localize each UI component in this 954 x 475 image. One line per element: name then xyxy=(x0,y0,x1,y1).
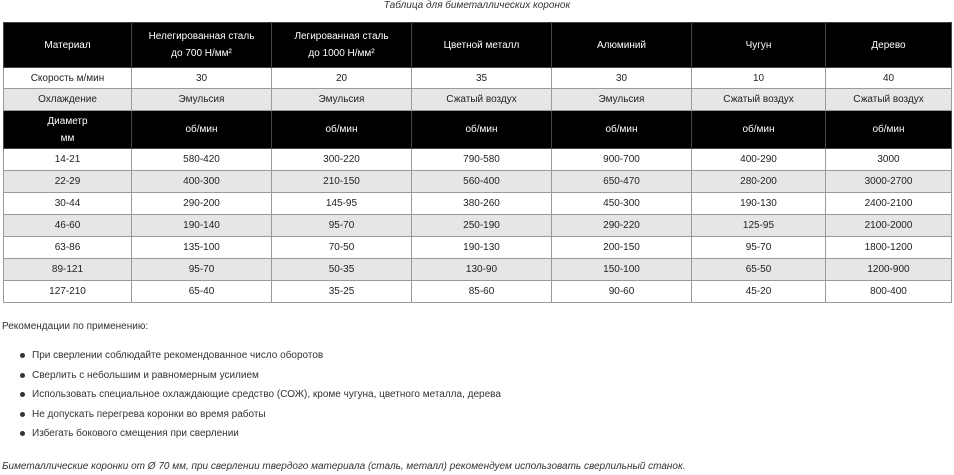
header-row-units xyxy=(4,111,952,149)
table-cell: 190-130 xyxy=(692,193,826,215)
table-cell: 30 xyxy=(132,68,272,89)
table-cell: 210-150 xyxy=(272,171,412,193)
header-cell: об/мин xyxy=(412,111,552,149)
table-cell: 10 xyxy=(692,68,826,89)
header-cell: Нелегированная сталь до 700 Н/мм² xyxy=(132,23,272,68)
header-cell: об/мин xyxy=(692,111,826,149)
cooling-row xyxy=(4,89,952,111)
table-cell: 65-50 xyxy=(692,259,826,281)
table-cell: Эмульсия xyxy=(132,89,272,111)
header-cell: Чугун xyxy=(692,23,826,68)
table-cell: 65-40 xyxy=(132,281,272,303)
table-cell: 90-60 xyxy=(552,281,692,303)
table-cell: 290-220 xyxy=(552,215,692,237)
table-cell: 95-70 xyxy=(692,237,826,259)
table-cell: 580-420 xyxy=(132,149,272,171)
table-cell: Сжатый воздух xyxy=(692,89,826,111)
table-cell: 95-70 xyxy=(132,259,272,281)
table-cell: 3000-2700 xyxy=(826,171,952,193)
table-cell: 800-400 xyxy=(826,281,952,303)
table-cell: 40 xyxy=(826,68,952,89)
table-cell: 20 xyxy=(272,68,412,89)
table-caption: Таблица для биметаллических коронок xyxy=(383,0,571,11)
header-cell: об/мин xyxy=(552,111,692,149)
table-cell: 14-21 xyxy=(4,149,132,171)
table-cell: 400-290 xyxy=(692,149,826,171)
header-cell: об/мин xyxy=(272,111,412,149)
table-cell: 2100-2000 xyxy=(826,215,952,237)
table-cell: 85-60 xyxy=(412,281,552,303)
table-cell: 200-150 xyxy=(552,237,692,259)
bullet-icon xyxy=(20,353,25,358)
table-cell: 400-300 xyxy=(132,171,272,193)
table-cell: Охлаждение xyxy=(4,89,132,111)
speed-row xyxy=(4,68,952,89)
table-cell: 127-210 xyxy=(4,281,132,303)
table-cell: 35 xyxy=(412,68,552,89)
table-cell: 2400-2100 xyxy=(826,193,952,215)
recommendations-title: Рекомендации по применению: xyxy=(2,321,149,332)
table-cell: 790-580 xyxy=(412,149,552,171)
footnote: Биметаллические коронки от Ø 70 мм, при сверлении твердого материала (сталь, металл) рекомендуем использовать сверлильный станок. xyxy=(2,461,686,472)
list-item xyxy=(20,408,501,428)
list-item-text: Сверлить с небольшим и равномерным усилием xyxy=(32,369,259,381)
bullet-icon xyxy=(20,431,25,436)
list-item xyxy=(20,369,501,389)
table-cell: 560-400 xyxy=(412,171,552,193)
bullet-icon xyxy=(20,392,25,397)
list-item-text: Использовать специальное охлаждающие средство (СОЖ), кроме чугуна, цветного металла, дерева xyxy=(32,389,501,400)
table-cell: 135-100 xyxy=(132,237,272,259)
table-row xyxy=(4,237,952,259)
table-row xyxy=(4,259,952,281)
list-item-text: Не допускать перегрева коронки во время работы xyxy=(32,408,266,420)
table-row xyxy=(4,281,952,303)
header-cell: Материал xyxy=(4,23,132,68)
table-cell: 145-95 xyxy=(272,193,412,215)
table-cell: Сжатый воздух xyxy=(826,89,952,111)
bullet-icon xyxy=(20,412,25,417)
table-cell: 190-140 xyxy=(132,215,272,237)
list-item-text: Избегать бокового смещения при сверлении xyxy=(32,428,239,439)
table-cell: 190-130 xyxy=(412,237,552,259)
header-cell: Дерево xyxy=(826,23,952,68)
table-cell: Эмульсия xyxy=(552,89,692,111)
table-cell: 900-700 xyxy=(552,149,692,171)
table-cell: 35-25 xyxy=(272,281,412,303)
table-cell: 30 xyxy=(552,68,692,89)
table-cell: 1800-1200 xyxy=(826,237,952,259)
header-cell: Легированная сталь до 1000 Н/мм² xyxy=(272,23,412,68)
table-cell: 63-86 xyxy=(4,237,132,259)
table-cell: 89-121 xyxy=(4,259,132,281)
table-cell: Эмульсия xyxy=(272,89,412,111)
table-cell: 95-70 xyxy=(272,215,412,237)
table-cell: 30-44 xyxy=(4,193,132,215)
header-cell: об/мин xyxy=(132,111,272,149)
header-cell: Цветной металл xyxy=(412,23,552,68)
list-item xyxy=(20,349,501,369)
table-row xyxy=(4,171,952,193)
table-row xyxy=(4,193,952,215)
table-cell: 70-50 xyxy=(272,237,412,259)
table-cell: 50-35 xyxy=(272,259,412,281)
table-cell: 290-200 xyxy=(132,193,272,215)
table-cell: 250-190 xyxy=(412,215,552,237)
table-cell: 300-220 xyxy=(272,149,412,171)
bimetal-crown-table xyxy=(3,22,952,303)
table-cell: 125-95 xyxy=(692,215,826,237)
list-item xyxy=(20,388,501,408)
table-cell: 150-100 xyxy=(552,259,692,281)
table-cell: 450-300 xyxy=(552,193,692,215)
table-row xyxy=(4,149,952,171)
table-row xyxy=(4,215,952,237)
list-item xyxy=(20,427,501,447)
header-cell: Диаметр мм xyxy=(4,111,132,149)
header-row-materials xyxy=(4,23,952,68)
table-cell: 650-470 xyxy=(552,171,692,193)
recommendations-list xyxy=(20,349,501,447)
header-cell: Алюминий xyxy=(552,23,692,68)
table-cell: Скорость м/мин xyxy=(4,68,132,89)
table-cell: 380-260 xyxy=(412,193,552,215)
list-item-text: При сверлении соблюдайте рекомендованное число оборотов xyxy=(32,350,324,361)
table-cell: 45-20 xyxy=(692,281,826,303)
table-cell: 1200-900 xyxy=(826,259,952,281)
table-cell: Сжатый воздух xyxy=(412,89,552,111)
table-cell: 46-60 xyxy=(4,215,132,237)
table-cell: 3000 xyxy=(826,149,952,171)
header-cell: об/мин xyxy=(826,111,952,149)
table-cell: 280-200 xyxy=(692,171,826,193)
table-cell: 22-29 xyxy=(4,171,132,193)
bullet-icon xyxy=(20,373,25,378)
table-cell: 130-90 xyxy=(412,259,552,281)
